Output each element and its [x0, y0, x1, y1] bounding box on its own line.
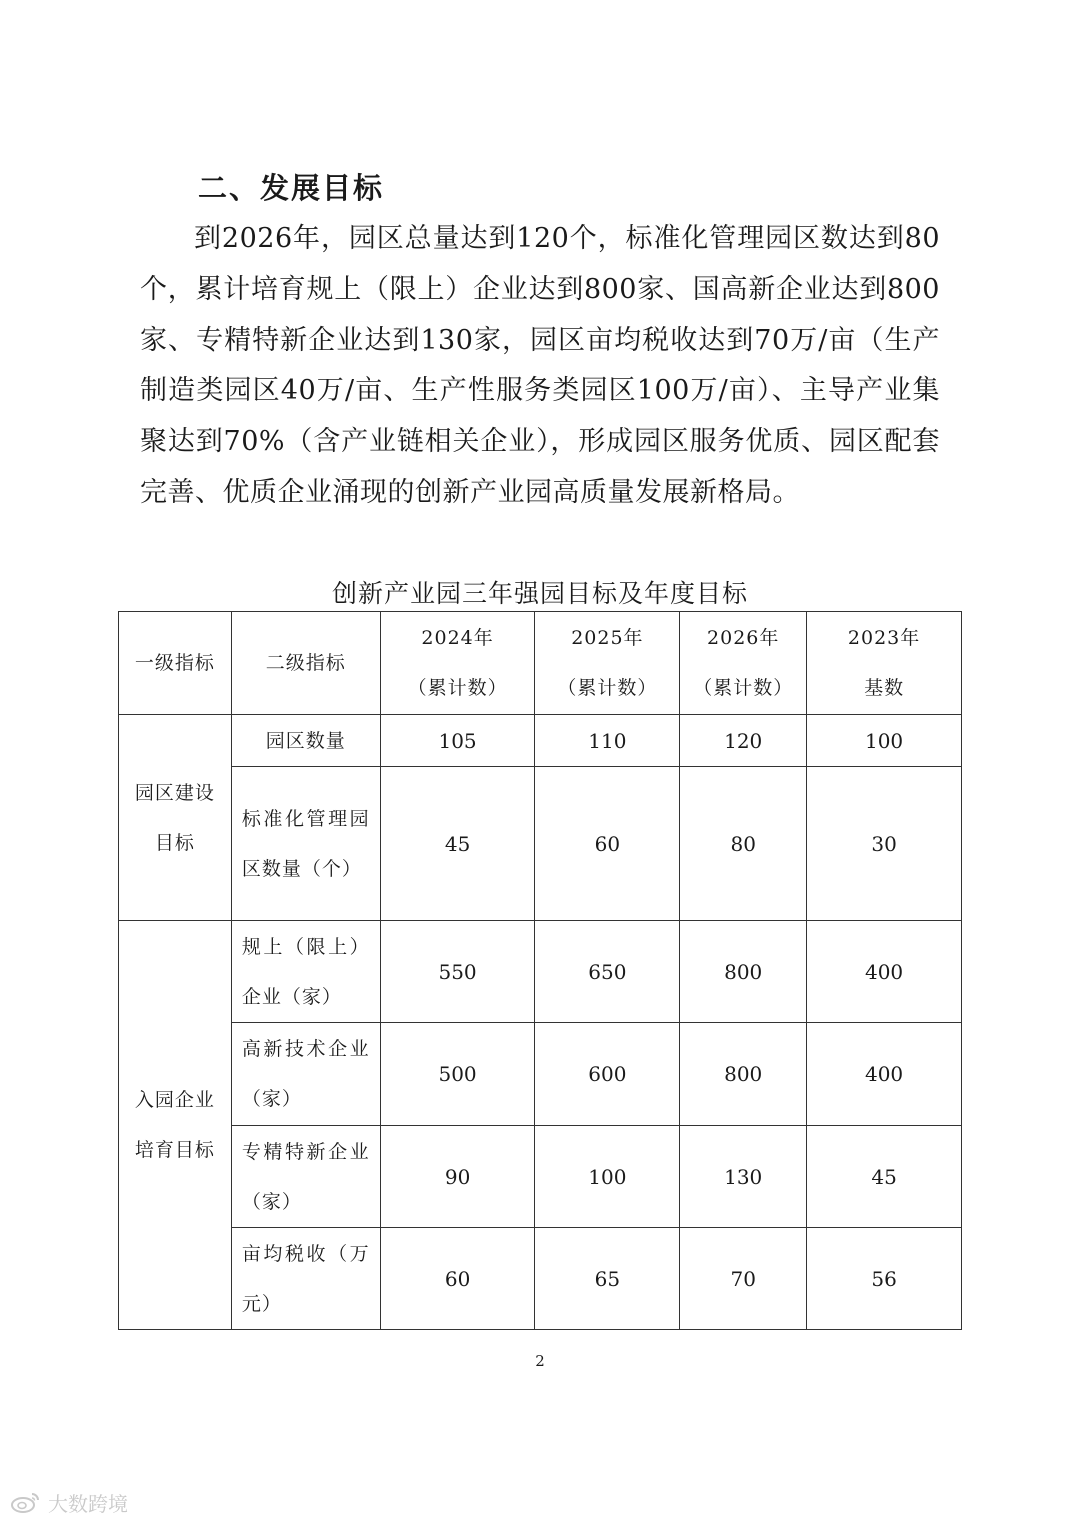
- cell-2025: 110: [535, 715, 680, 767]
- row-label: 标准化管理园区数量（个）: [231, 767, 380, 921]
- header-2026-note: （累计数）: [693, 677, 794, 699]
- table-row: [119, 767, 962, 921]
- cell-2023: 45: [807, 1126, 962, 1228]
- group-enterprise-cultivation: [119, 921, 232, 1330]
- group-park-line2: 目标: [154, 831, 195, 854]
- cell-2023: 400: [807, 921, 962, 1023]
- section-heading: 二、发展目标: [198, 171, 385, 205]
- cell-2024: 60: [380, 1228, 535, 1330]
- cell-2026: 800: [680, 1023, 807, 1126]
- header-2025-year: 2025年: [571, 627, 644, 649]
- row-label: 园区数量: [231, 715, 380, 767]
- cell-2024: 90: [380, 1126, 535, 1228]
- cell-2024: 550: [380, 921, 535, 1023]
- group-park-line1: 园区建设: [134, 781, 215, 804]
- header-2024-note: （累计数）: [407, 677, 508, 699]
- cell-2025: 65: [535, 1228, 680, 1330]
- row-label: 规上（限上）企业（家）: [231, 921, 380, 1023]
- cell-2023: 100: [807, 715, 962, 767]
- header-level2: 二级指标: [231, 612, 380, 715]
- cell-2026: 80: [680, 767, 807, 921]
- table-header-row: [119, 612, 962, 715]
- cell-2025: 100: [535, 1126, 680, 1228]
- watermark-text: 大数跨境: [48, 1491, 128, 1516]
- cell-2025: 650: [535, 921, 680, 1023]
- table-row: [119, 1228, 962, 1330]
- row-label: 专精特新企业（家）: [231, 1126, 380, 1228]
- cell-2026: 120: [680, 715, 807, 767]
- cell-2026: 70: [680, 1228, 807, 1330]
- cell-2023: 30: [807, 767, 962, 921]
- cell-2024: 500: [380, 1023, 535, 1126]
- group-park-construction: [119, 715, 232, 921]
- table-row: [119, 715, 962, 767]
- cell-2024: 105: [380, 715, 535, 767]
- header-2025: [535, 612, 680, 715]
- table-row: [119, 1023, 962, 1126]
- weibo-logo-icon: [10, 1490, 42, 1514]
- cell-2023: 400: [807, 1023, 962, 1126]
- cell-2025: 60: [535, 767, 680, 921]
- row-label: 高新技术企业（家）: [231, 1023, 380, 1126]
- header-2023-note: 基数: [864, 677, 905, 699]
- cell-2026: 800: [680, 921, 807, 1023]
- group-enterprise-line1: 入园企业: [134, 1089, 215, 1111]
- header-2026: [680, 612, 807, 715]
- cell-2023: 56: [807, 1228, 962, 1330]
- header-2023: [807, 612, 962, 715]
- targets-table: [118, 611, 962, 1330]
- cell-2025: 600: [535, 1023, 680, 1126]
- cell-2026: 130: [680, 1126, 807, 1228]
- header-level1: 一级指标: [119, 612, 232, 715]
- page-number: 2: [535, 1352, 545, 1370]
- table-row: [119, 921, 962, 1023]
- header-2023-year: 2023年: [847, 627, 921, 649]
- header-2025-note: （累计数）: [557, 677, 658, 699]
- table-caption: 创新产业园三年强园目标及年度目标: [331, 579, 748, 608]
- group-enterprise-line2: 培育目标: [134, 1139, 215, 1161]
- cell-2024: 45: [380, 767, 535, 921]
- header-2024: [380, 612, 535, 715]
- header-2026-year: 2026年: [707, 627, 780, 649]
- header-2024-year: 2024年: [421, 627, 494, 649]
- section-paragraph: 到2026年，园区总量达到120个，标准化管理园区数达到80个，累计培育规上（限上）企业达到800家、国高新企业达到800家、专精特新企业达到130家，园区亩均税收达到70万/亩（生产制造类园区40万/亩、生产性服务类园区100万/亩）、主导产业集聚达到70%（含产业链相关企业），形成园区服务优质、园区配套完善、优质企业涌现的创新产业园高质量发展新格局。: [140, 223, 940, 508]
- row-label: 亩均税收（万元）: [231, 1228, 380, 1330]
- watermark: [10, 1487, 128, 1517]
- table-row: [119, 1126, 962, 1228]
